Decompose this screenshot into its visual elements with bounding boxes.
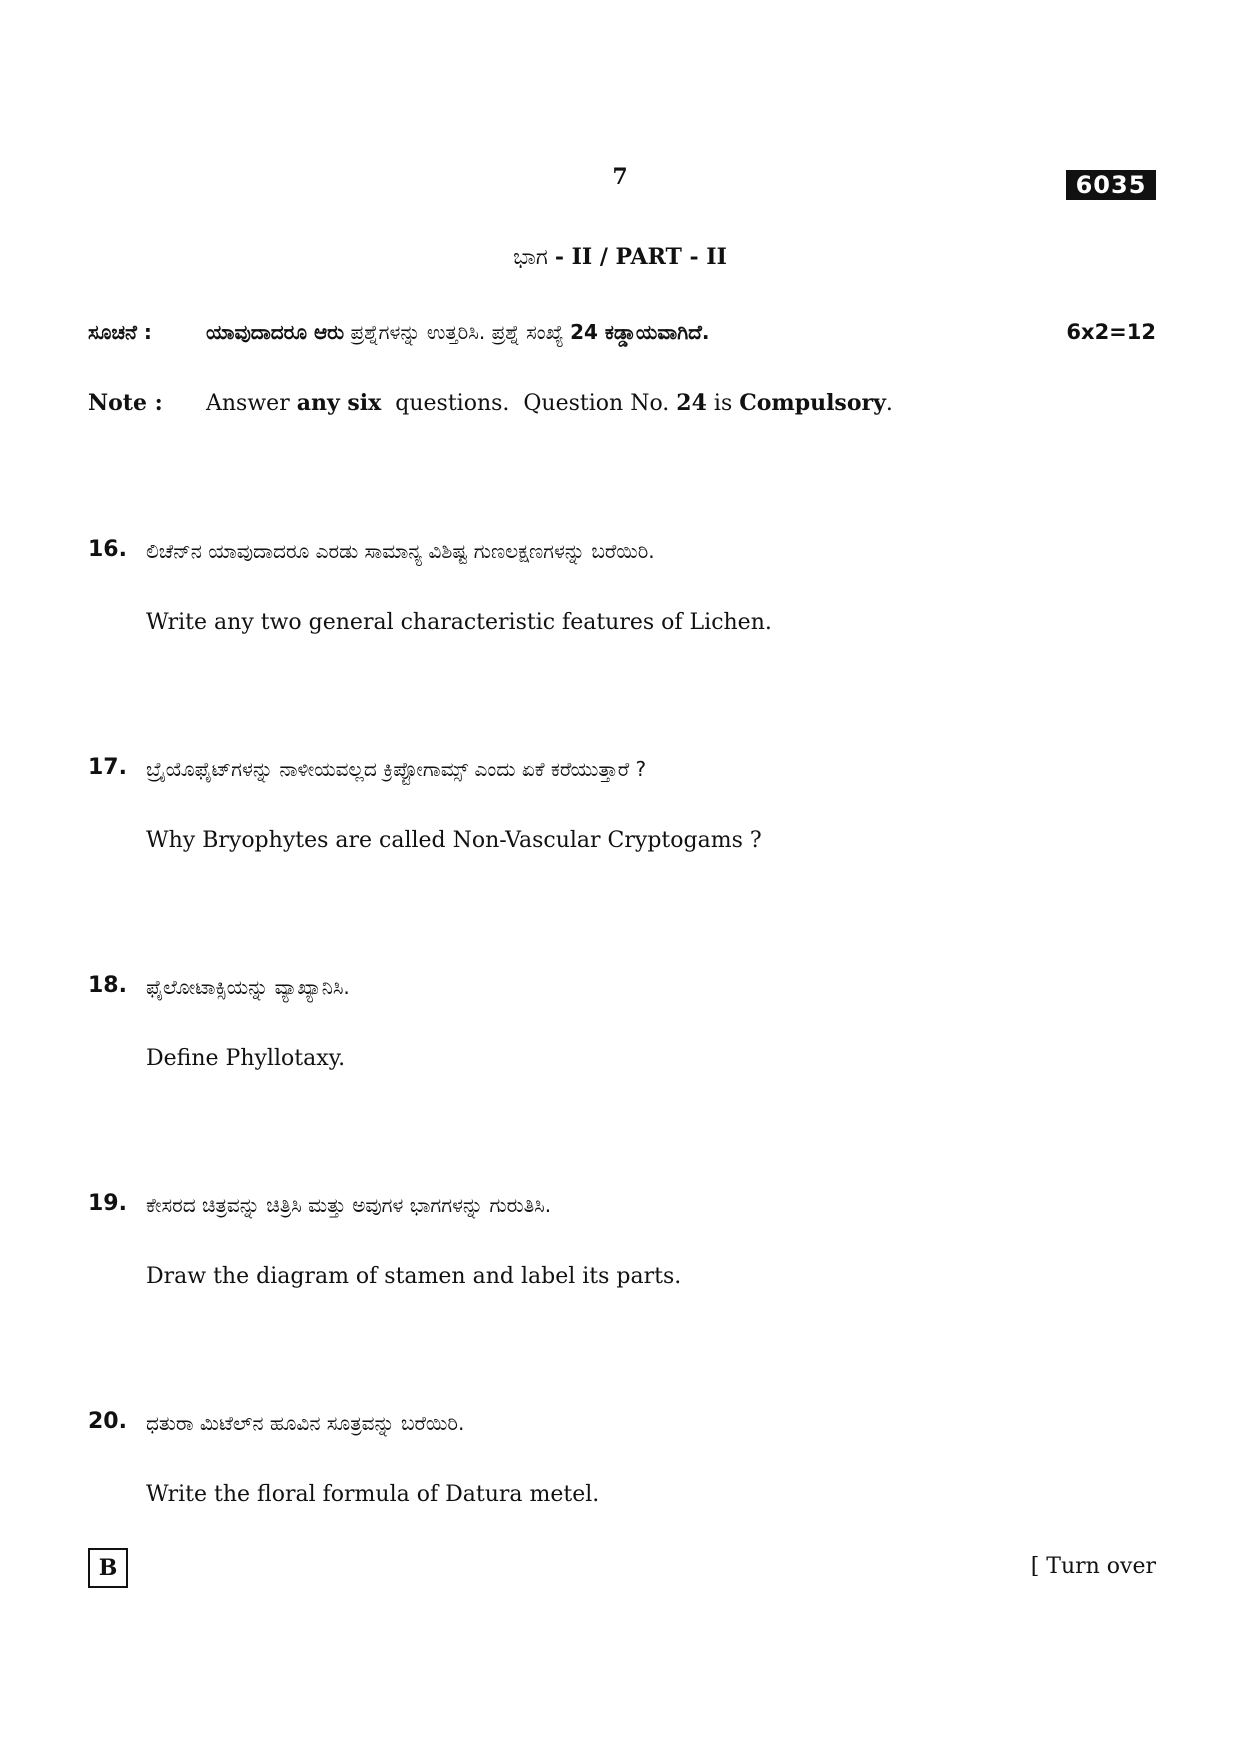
question-kannada-20: ಧತುರಾ ಮಿಟೆಲ್‌ನ ಹೂವಿನ ಸೂತ್ರವನ್ನು ಬರೆಯಿರಿ.	[146, 1411, 465, 1435]
turn-over-text: [ Turn over	[1030, 1554, 1156, 1579]
question-english-20: Write the floral formula of Datura metel.	[146, 1482, 600, 1507]
question-number-20: 20.	[88, 1409, 127, 1434]
question-english-19: Draw the diagram of stamen and label its parts.	[146, 1264, 682, 1289]
note-part2: any six	[296, 390, 382, 416]
instruction-text-kannada	[206, 320, 710, 344]
instruction-kannada-part2: ಪ್ರಶ್ನೆಗಳನ್ನು ಉತ್ತರಿಸಿ. ಪ್ರಶ್ನೆ ಸಂಖ್ಯೆ	[344, 320, 571, 344]
part-heading-english: - II / PART - II	[554, 244, 727, 270]
paper-code-badge: 6035	[1066, 170, 1156, 200]
part-heading	[0, 244, 1240, 270]
note-part3: questions. Question No.	[381, 391, 677, 416]
marks-allotment: 6x2=12	[1066, 320, 1156, 344]
note-part6: Compulsory	[739, 390, 886, 416]
question-kannada-16: ಲಿಚೆನ್‌ನ ಯಾವುದಾದರೂ ಎರಡು ಸಾಮಾನ್ಯ ವಿಶಿಷ್ಟ ಗುಣಲಕ್ಷಣಗಳನ್ನು ಬರೆಯಿರಿ.	[146, 539, 655, 563]
note-part1: Answer	[206, 391, 297, 416]
page-number: 7	[612, 164, 628, 190]
note-part5: is	[706, 391, 740, 416]
question-kannada-18: ಫೈಲೋಟಾಕ್ಸಿಯನ್ನು ವ್ಯಾಖ್ಯಾನಿಸಿ.	[146, 975, 350, 999]
question-kannada-19: ಕೇಸರದ ಚಿತ್ರವನ್ನು ಚಿತ್ರಿಸಿ ಮತ್ತು ಅವುಗಳ ಭಾಗಗಳನ್ನು ಗುರುತಿಸಿ.	[146, 1193, 552, 1217]
question-kannada-17: ಬ್ರೈಯೊಫೈಟ್‌ಗಳನ್ನು ನಾಳೀಯವಲ್ಲದ ಕ್ರಿಪ್ಟೋಗಾಮ್ಸ್ ಎಂದು ಏಕೆ ಕರೆಯುತ್ತಾರೆ ?	[146, 757, 647, 781]
note-part7: .	[885, 391, 893, 416]
part-heading-kannada: ಭಾಗ	[513, 245, 548, 270]
instruction-label-kannada: ಸೂಚನೆ :	[88, 320, 152, 344]
question-english-17: Why Bryophytes are called Non-Vascular Cryptogams ?	[146, 828, 762, 853]
question-number-19: 19.	[88, 1191, 127, 1216]
question-number-16: 16.	[88, 537, 127, 562]
note-label: Note :	[88, 390, 163, 416]
version-box: B	[88, 1548, 128, 1588]
question-english-18: Define Phyllotaxy.	[146, 1046, 346, 1071]
instruction-kannada-part1: ಯಾವುದಾದರೂ ಆರು	[206, 320, 345, 344]
question-number-18: 18.	[88, 973, 127, 998]
question-english-16: Write any two general characteristic features of Lichen.	[146, 610, 772, 635]
instruction-kannada-part3: 24 ಕಡ್ಡಾಯವಾಗಿದೆ.	[570, 320, 710, 344]
note-text	[206, 390, 893, 416]
note-part4: 24	[676, 390, 707, 416]
question-number-17: 17.	[88, 755, 127, 780]
